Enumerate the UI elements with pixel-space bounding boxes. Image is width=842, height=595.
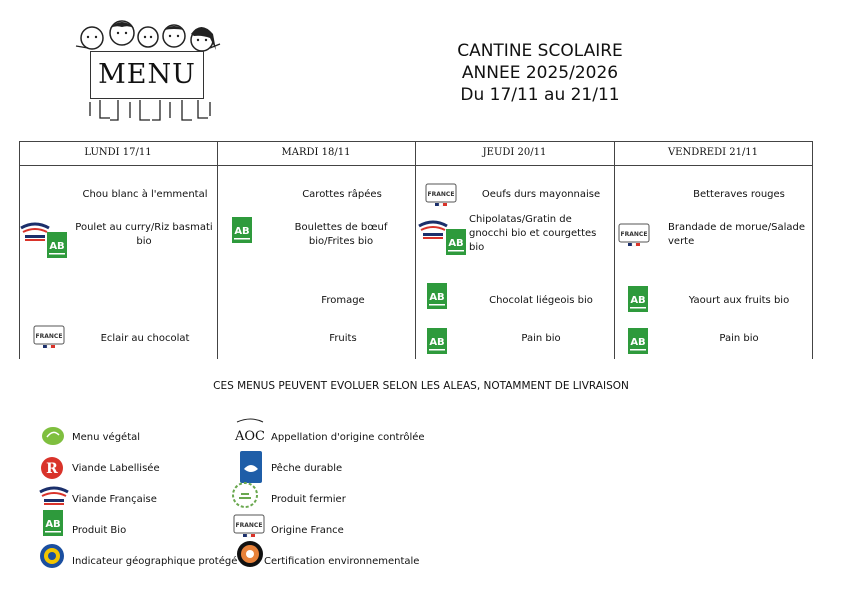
thursday-dessert: Pain bio — [521, 333, 561, 344]
bio-ab-icon — [628, 328, 648, 354]
peche-durable-icon — [240, 451, 262, 483]
legend-viande-francaise: Viande Française — [72, 494, 157, 505]
friday-dessert: Pain bio — [719, 333, 759, 344]
friday-cheese: Yaourt aux fruits bio — [688, 295, 790, 306]
legend-certification-environnementale: Certification environnementale — [264, 556, 420, 567]
aoc-icon — [233, 418, 267, 446]
column-divider — [217, 141, 218, 359]
igp-icon — [39, 541, 65, 571]
legend-igp: Indicateur géographique protégé — [72, 556, 238, 567]
friday-main: Brandade de morue/Salade verte — [668, 222, 805, 247]
friday-starter: Betteraves rouges — [693, 189, 785, 200]
legend-aoc: Appellation d'origine contrôlée — [271, 432, 425, 443]
menu-vegetal-icon — [41, 425, 65, 447]
tuesday-main: Boulettes de bœuf bio/Frites bio — [294, 222, 388, 247]
menu-sign: MENU — [90, 51, 204, 99]
day-header-friday: VENDREDI 21/11 — [667, 147, 759, 158]
column-divider — [614, 141, 615, 359]
bio-ab-icon — [43, 510, 63, 536]
label-rouge-text: R — [46, 461, 58, 477]
tuesday-cheese: Fromage — [321, 295, 365, 306]
legend-produit-bio: Produit Bio — [72, 525, 127, 536]
monday-main: Poulet au curry/Riz basmati bio — [75, 222, 213, 247]
thursday-main: Chipolatas/Gratin de gnocchi bio et courgettes bio — [469, 214, 597, 253]
aoc-text: AOC — [235, 429, 265, 444]
ab-text: AB — [429, 337, 445, 348]
menu-logo — [70, 18, 225, 126]
tuesday-dessert: Fruits — [329, 333, 357, 344]
page-title — [420, 40, 660, 106]
day-header-thursday: JEUDI 20/11 — [482, 147, 547, 158]
bio-ab-icon — [427, 283, 447, 309]
ab-text: AB — [630, 337, 646, 348]
legend-produit-fermier: Produit fermier — [271, 494, 346, 505]
bio-ab-icon — [427, 328, 447, 354]
ab-text: AB — [448, 238, 464, 249]
monday-dessert: Eclair au chocolat — [100, 333, 190, 344]
france-text: FRANCE — [427, 191, 455, 198]
label-rouge-icon — [40, 456, 64, 480]
viande-francaise-icon — [417, 216, 449, 244]
certification-environnementale-icon — [236, 540, 264, 568]
ab-text: AB — [630, 295, 646, 306]
ab-text: AB — [429, 292, 445, 303]
viande-francaise-icon — [38, 482, 70, 510]
origine-france-icon — [233, 511, 265, 539]
bio-ab-icon — [232, 217, 252, 243]
france-text: FRANCE — [35, 333, 63, 340]
produit-fermier-icon — [231, 481, 259, 509]
bio-ab-icon — [628, 286, 648, 312]
title-line-1: CANTINE SCOLAIRE — [457, 41, 623, 61]
day-header-tuesday: MARDI 18/11 — [281, 147, 351, 158]
legend-origine-france: Origine France — [271, 525, 344, 536]
title-line-2: ANNEE 2025/2026 — [461, 63, 619, 83]
column-divider — [415, 141, 416, 359]
thursday-starter: Oeufs durs mayonnaise — [481, 189, 601, 200]
thursday-cheese: Chocolat liégeois bio — [489, 295, 593, 306]
table-header-divider — [19, 165, 813, 166]
legend-menu-vegetal: Menu végétal — [72, 432, 141, 443]
france-text: FRANCE — [235, 522, 263, 529]
ab-text: AB — [234, 226, 250, 237]
title-line-3: Du 17/11 au 21/11 — [460, 85, 620, 105]
ab-text: AB — [49, 241, 65, 252]
origine-france-icon — [618, 220, 650, 248]
table-border-left — [19, 141, 20, 359]
disclaimer-note: CES MENUS PEUVENT EVOLUER SELON LES ALEAS, NOTAMMENT DE LIVRAISON — [213, 380, 629, 392]
france-text: FRANCE — [620, 231, 648, 238]
monday-starter: Chou blanc à l'emmental — [82, 189, 208, 200]
ab-text: AB — [45, 519, 61, 530]
table-border-right — [812, 141, 813, 359]
day-header-monday: LUNDI 17/11 — [84, 147, 152, 158]
bio-ab-icon — [446, 229, 466, 255]
origine-france-icon — [33, 322, 65, 350]
origine-france-icon — [425, 180, 457, 208]
legend-viande-labellisee: Viande Labellisée — [72, 463, 160, 474]
legend-peche-durable: Pêche durable — [271, 463, 343, 474]
bio-ab-icon — [47, 232, 67, 258]
tuesday-starter: Carottes râpées — [302, 189, 382, 200]
